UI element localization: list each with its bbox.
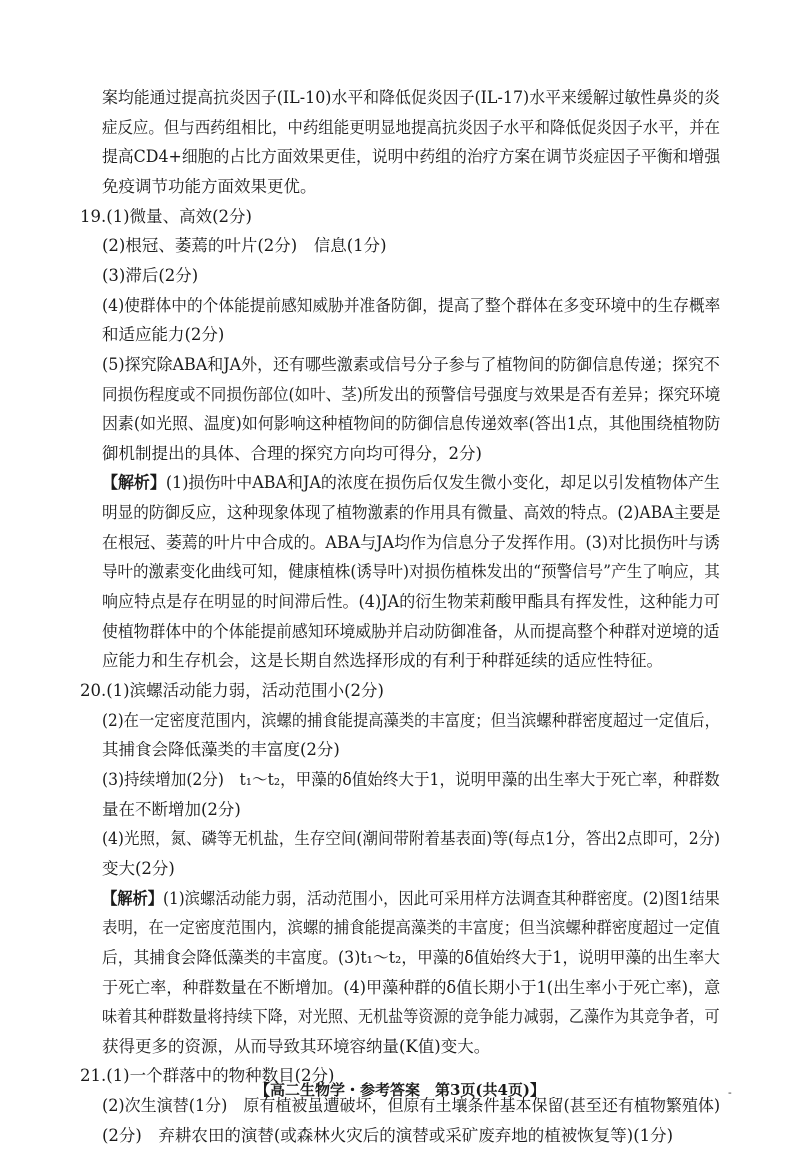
text-line (102, 440, 482, 468)
line-text: (2)根冠、萎蔫的叶片(2分) 信息(1分) (102, 236, 387, 256)
line-text: (2分) 弃耕农田的演替(或森林火灾后的演替或采矿废弃地的植被恢复等)(1分) (102, 1125, 674, 1145)
line-text: 响应特点是存在明显的时间滞后性。(4)JA的衍生物茉莉酸甲酯具有挥发性，这种能力可 (102, 592, 720, 612)
text-line (102, 381, 720, 409)
text-line (102, 766, 720, 794)
line-text: 表明，在一定密度范围内，滨螺的捕食能提高藻类的丰富度；但当滨螺种群密度超过一定值 (102, 918, 720, 938)
text-line (102, 736, 340, 764)
text-line (102, 1122, 673, 1150)
line-text: (2)在一定密度范围内，滨螺的捕食能提高藻类的丰富度；但当滨螺种群密度超过一定值后， (102, 710, 720, 730)
text-line (102, 114, 720, 142)
text-line (102, 855, 175, 883)
line-text: 量在不断增加(2分) (102, 799, 241, 819)
line-text: 免疫调节功能方面效果更优。 (102, 176, 317, 196)
text-line (102, 173, 317, 201)
line-text: (3)滞后(2分) (102, 265, 199, 285)
text-line (80, 203, 252, 231)
text-line (102, 885, 720, 913)
text-line (102, 974, 720, 1002)
text-line (102, 707, 720, 735)
text-line (102, 351, 720, 379)
text-line (102, 232, 387, 260)
text-line (102, 618, 720, 646)
analysis-label: 【解析】 (102, 888, 164, 908)
text-line (102, 558, 720, 586)
text-line (102, 410, 720, 438)
text-line (102, 825, 720, 853)
line-text: 御机制提出的具体、合理的探究方向均可得分，2分) (102, 443, 482, 463)
line-text: (4)光照，氮、磷等无机盐，生存空间(潮间带附着基表面)等(每点1分，答出2点即可，2分) (102, 829, 721, 849)
text-line (102, 944, 720, 972)
line-text: 同损伤程度或不同损伤部位(如叶、茎)所发出的预警信号强度与效果是否有差异；探究环境 (102, 384, 721, 404)
line-text: (1)滨螺活动能力弱，活动范围小，因此可采用样方法调查其种群密度。(2)图1结果 (163, 888, 720, 908)
corner-mark: - (728, 1086, 732, 1099)
line-text: 案均能通过提高抗炎因子(IL-10)水平和降低促炎因子(IL-17)水平来缓解过敏性鼻炎的炎 (102, 88, 720, 107)
text-line (80, 677, 384, 705)
text-line (102, 647, 663, 675)
line-text: (4)使群体中的个体能提前感知威胁并准备防御，提高了整个群体在多变环境中的生存概率 (102, 295, 721, 315)
line-text: 症反应。但与西药组相比，中药组能更明显地提高抗炎因子水平和降低促炎因子水平，并在 (102, 117, 720, 137)
text-line (102, 529, 720, 557)
text-line (102, 469, 720, 497)
line-text: 后，其捕食会降低藻类的丰富度。(3)t₁～t₂，甲藻的δ值始终大于1，说明甲藻的出生率大 (102, 947, 720, 967)
line-text: 和适应能力(2分) (102, 325, 225, 345)
text-line (102, 796, 241, 824)
line-text: (1)损伤叶中ABA和JA的浓度在损伤后仅发生微小变化，却足以引发植物体产生 (165, 473, 720, 493)
text-line (102, 1003, 720, 1031)
text-line (102, 262, 198, 290)
line-text: 味着其种群数量将持续下降，对光照、无机盐等资源的竞争能力减弱，乙藻作为其竞争者，可 (102, 1007, 720, 1027)
line-text: (3)持续增加(2分) t₁～t₂，甲藻的δ值始终大于1，说明甲藻的出生率大于死亡率，种群数 (102, 769, 720, 789)
line-text: 在根冠、萎蔫的叶片中合成的。ABA与JA均作为信息分子发挥作用。(3)对比损伤叶与诱 (102, 532, 720, 552)
line-text: 其捕食会降低藻类的丰富度(2分) (102, 740, 340, 760)
line-text: 20.(1)滨螺活动能力弱，活动范围小(2分) (80, 681, 384, 700)
line-text: 提高CD4+细胞的占比方面效果更佳，说明中药组的治疗方案在调节炎症因子平衡和增强 (102, 147, 721, 167)
line-text: 明显的防御反应，这种现象体现了植物激素的作用具有微量、高效的特点。(2)ABA主要是 (102, 503, 721, 523)
page-footer: 【高二生物学・参考答案 第3页(共4页)】 (254, 1081, 546, 1099)
line-text: 导叶的激素变化曲线可知，健康植株(诱导叶)对损伤植株发出的“预警信号”产生了响应，其 (102, 562, 720, 582)
line-text: 因素(如光照、温度)如何影响这种植物间的防御信息传递效率(答出1点，其他围绕植物防 (102, 414, 721, 434)
line-text: 21.(1)一个群落中的物种数目(2分) (80, 1066, 335, 1086)
line-text: 使植物群体中的个体能提前感知环境威胁并启动防御准备，从而提高整个种群对逆境的适 (102, 621, 720, 641)
text-line (102, 292, 720, 320)
line-text: 应能力和生存机会，这是长期自然选择形成的有利于种群延续的适应性特征。 (102, 651, 663, 671)
text-line (102, 588, 720, 616)
text-line (102, 499, 720, 527)
text-line (102, 143, 720, 171)
line-text: 19.(1)微量、高效(2分) (80, 206, 252, 226)
line-text: 变大(2分) (102, 858, 175, 878)
text-line (102, 321, 224, 349)
line-text: (5)探究除ABA和JA外，还有哪些激素或信号分子参与了植物间的防御信息传递；探究不 (102, 354, 720, 374)
text-line (102, 84, 720, 112)
analysis-label: 【解析】 (102, 473, 166, 493)
line-text: 获得更多的资源，从而导致其环境容纳量(K值)变大。 (102, 1036, 491, 1056)
text-line (102, 914, 720, 942)
line-text: (2)次生演替(1分) 原有植被虽遭破坏，但原有土壤条件基本保留(甚至还有植物繁殖体) (102, 1096, 721, 1116)
line-text: 于死亡率，种群数量在不断增加。(4)甲藻种群的δ值长期小于1(出生率小于死亡率)，意 (102, 977, 721, 997)
text-line (102, 1033, 490, 1061)
